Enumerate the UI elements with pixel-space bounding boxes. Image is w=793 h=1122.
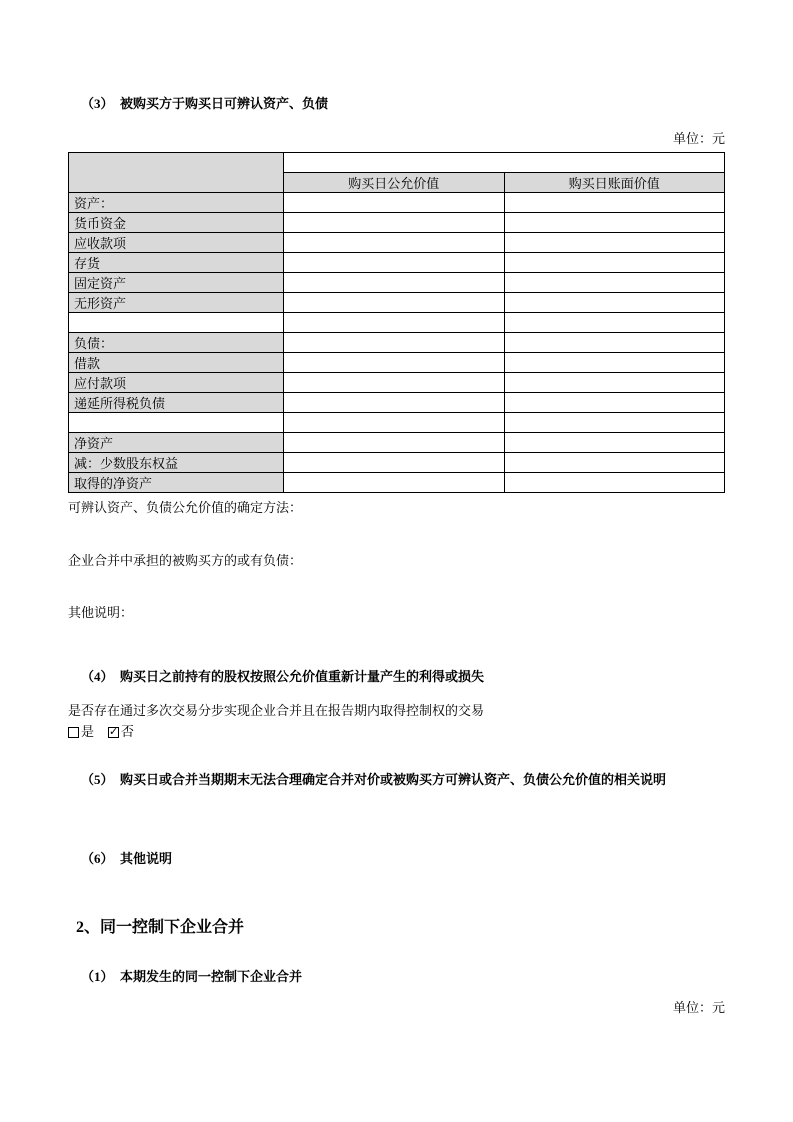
- book-value-cell: [504, 453, 725, 473]
- checkbox-unchecked-icon: [68, 727, 79, 738]
- checkbox-option-yes[interactable]: [68, 724, 94, 740]
- table-corner-cell: [69, 153, 284, 193]
- table-row: [69, 473, 725, 493]
- book-value-cell: [504, 193, 725, 213]
- row-label-cell: 无形资产: [69, 293, 284, 313]
- same-control-merger-title: 2、同一控制下企业合并: [76, 919, 245, 936]
- table-row: [69, 233, 725, 253]
- table-row: [69, 373, 725, 393]
- multi-step-transaction-question: 是否存在通过多次交易分步实现企业合并且在报告期内取得控制权的交易: [68, 703, 485, 718]
- row-label-cell: 减：少数股东权益: [69, 453, 284, 473]
- fair-value-cell: [284, 353, 505, 373]
- table-row: [69, 293, 725, 313]
- book-value-cell: [504, 313, 725, 333]
- table-row: [69, 193, 725, 213]
- row-label-cell: 净资产: [69, 433, 284, 453]
- fair-value-cell: [284, 253, 505, 273]
- note-fair-value-method: 可辨认资产、负债公允价值的确定方法：: [68, 500, 303, 515]
- fair-value-cell: [284, 413, 505, 433]
- checkbox-option-no[interactable]: [108, 724, 134, 740]
- table-header-fair-value: 购买日公允价值: [284, 173, 505, 193]
- table-row: [69, 313, 725, 333]
- checkbox-yes-label: 是: [81, 724, 95, 739]
- fair-value-cell: [284, 273, 505, 293]
- checkbox-checked-icon: [108, 727, 119, 738]
- fair-value-cell: [284, 373, 505, 393]
- book-value-cell: [504, 273, 725, 293]
- identifiable-assets-liabilities-table: [68, 152, 725, 493]
- fair-value-cell: [284, 393, 505, 413]
- row-label-cell: 取得的净资产: [69, 473, 284, 493]
- table-row: [69, 213, 725, 233]
- book-value-cell: [504, 233, 725, 253]
- note-other-explanation: 其他说明：: [68, 605, 134, 620]
- note-contingent-liabilities: 企业合并中承担的被购买方的或有负债：: [68, 553, 303, 568]
- fair-value-cell: [284, 293, 505, 313]
- row-label-cell: 应收款项: [69, 233, 284, 253]
- table-row: [69, 353, 725, 373]
- table-header-row-1: [69, 153, 725, 173]
- row-label-cell: 应付款项: [69, 373, 284, 393]
- fair-value-cell: [284, 433, 505, 453]
- table-row: [69, 433, 725, 453]
- row-label-cell: [69, 413, 284, 433]
- book-value-cell: [504, 293, 725, 313]
- unit-label-top: 单位：元: [672, 131, 725, 146]
- row-label-cell: 资产：: [69, 193, 284, 213]
- row-label-cell: 货币资金: [69, 213, 284, 233]
- fair-value-cell: [284, 213, 505, 233]
- fair-value-cell: [284, 233, 505, 253]
- table-row: [69, 453, 725, 473]
- row-label-cell: [69, 313, 284, 333]
- fair-value-cell: [284, 473, 505, 493]
- book-value-cell: [504, 353, 725, 373]
- book-value-cell: [504, 433, 725, 453]
- unit-label-bottom: 单位：元: [672, 1000, 725, 1015]
- table-row: [69, 393, 725, 413]
- fair-value-cell: [284, 333, 505, 353]
- section-6-heading: （6） 其他说明: [81, 851, 173, 866]
- table-top-empty-cell: [284, 153, 725, 173]
- table-header-book-value: 购买日账面价值: [504, 173, 725, 193]
- checkbox-row: [68, 724, 725, 740]
- table-row: [69, 333, 725, 353]
- row-label-cell: 借款: [69, 353, 284, 373]
- book-value-cell: [504, 413, 725, 433]
- fair-value-cell: [284, 313, 505, 333]
- row-label-cell: 固定资产: [69, 273, 284, 293]
- table-row: [69, 413, 725, 433]
- fair-value-cell: [284, 453, 505, 473]
- table-row: [69, 253, 725, 273]
- book-value-cell: [504, 213, 725, 233]
- checkbox-no-label: 否: [121, 724, 135, 739]
- book-value-cell: [504, 253, 725, 273]
- row-label-cell: 存货: [69, 253, 284, 273]
- book-value-cell: [504, 333, 725, 353]
- section-3-heading: （3） 被购买方于购买日可辨认资产、负债: [81, 96, 329, 111]
- row-label-cell: 递延所得税负债: [69, 393, 284, 413]
- fair-value-cell: [284, 193, 505, 213]
- book-value-cell: [504, 393, 725, 413]
- row-label-cell: 负债：: [69, 333, 284, 353]
- table-row: [69, 273, 725, 293]
- book-value-cell: [504, 373, 725, 393]
- section-4-heading: （4） 购买日之前持有的股权按照公允价值重新计量产生的利得或损失: [81, 669, 485, 684]
- section-5-heading: （5） 购买日或合并当期期末无法合理确定合并对价或被购买方可辨认资产、负债公允价值的相关说明: [81, 772, 667, 787]
- book-value-cell: [504, 473, 725, 493]
- same-control-merger-sub-heading: （1） 本期发生的同一控制下企业合并: [81, 969, 303, 984]
